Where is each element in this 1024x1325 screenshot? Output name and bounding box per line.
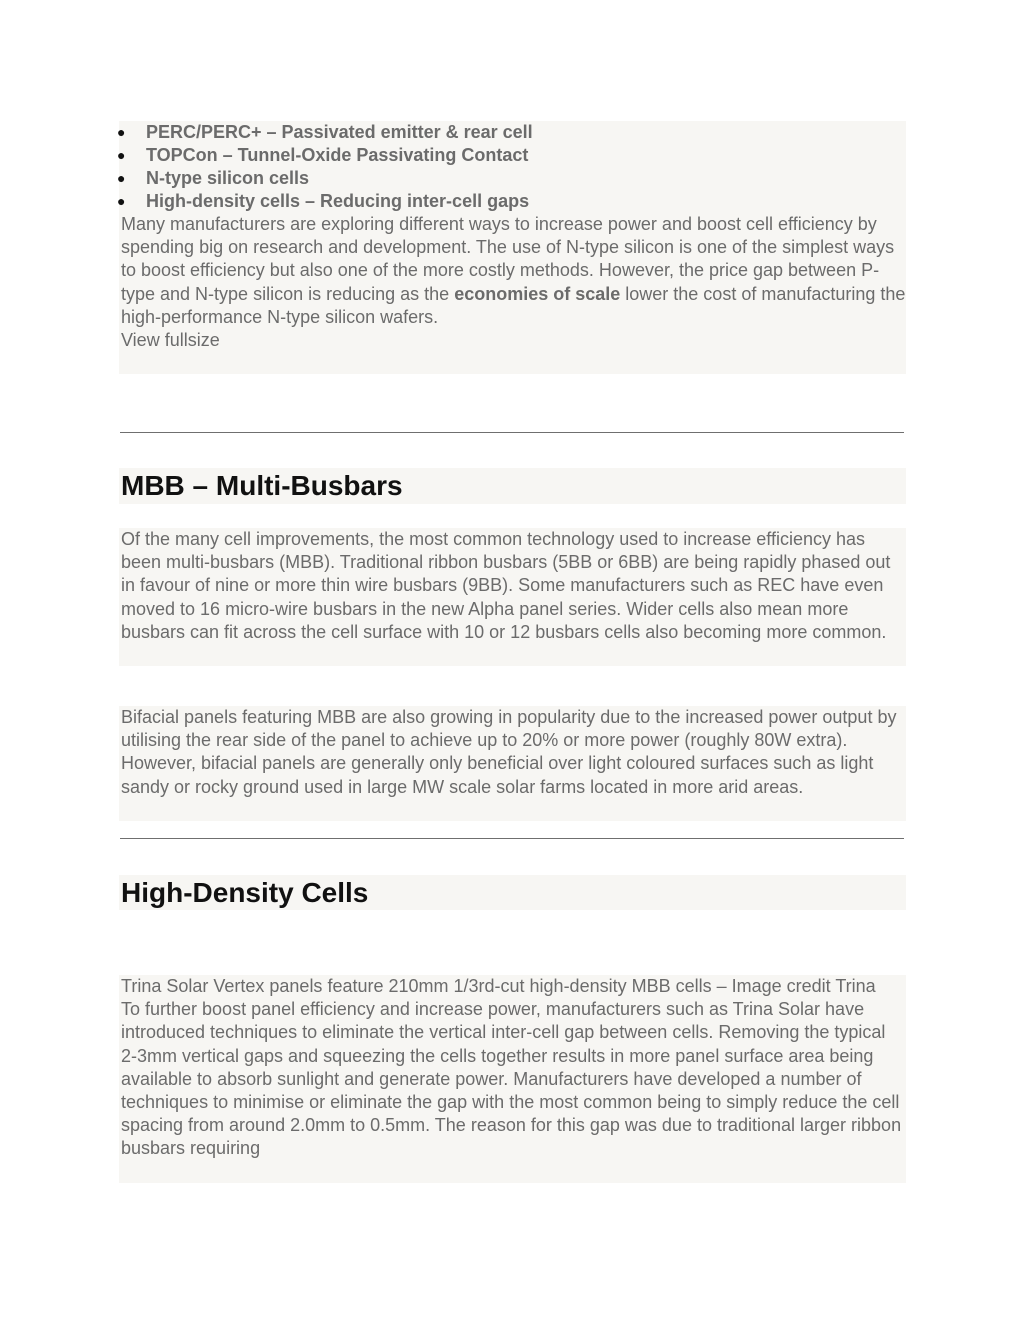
list-item: ● PERC/PERC+ – Passivated emitter & rear cell: [117, 122, 533, 142]
list-item: ● TOPCon – Tunnel-Oxide Passivating Contact: [117, 145, 529, 165]
economies-of-scale-link[interactable]: economies of scale: [454, 283, 621, 304]
bullet-icon: ●: [117, 147, 126, 163]
intro-paragraph: Many manufacturers are exploring different ways to increase power and boost cell efficiency by spending big on research and development. The use of N-type silicon is one of the simplest ways to boost efficiency but also one of the more costly methods. However, the price gap between P-type and N-type silicon is reducing as the economies of scale lower the cost of manufacturing the high-performance N-type silicon wafers.: [121, 214, 906, 327]
view-fullsize-link[interactable]: View fullsize: [121, 330, 220, 351]
cell-tech-list: [119, 121, 906, 213]
hd-heading-block: [119, 875, 906, 910]
bullet-icon: ●: [117, 124, 126, 140]
mbb-heading-block: [119, 468, 906, 504]
mbb-para1-block: [119, 528, 906, 666]
hd-paragraph: To further boost panel efficiency and increase power, manufacturers such as Trina Solar have introduced techniques to eliminate the vertical inter-cell gap between cells. Removing the typical 2-3mm vertical gaps and squeezing the cells together results in more panel surface area being available to absorb sunlight and generate power. Manufacturers have developed a number of techniques to minimise or eliminate the gap with the most common being to simply reduce the cell spacing from around 2.0mm to 0.5mm. The reason for this gap was due to traditional larger ribbon busbars requiring: [121, 999, 902, 1159]
mbb-paragraph-2: Bifacial panels featuring MBB are also growing in popularity due to the increased power output by utilising the rear side of the panel to achieve up to 20% or more power (roughly 80W extra). However, bifacial panels are generally only beneficial over light coloured surfaces such as light sandy or rocky ground used in large MW scale solar farms located in more arid areas.: [121, 707, 897, 797]
section-heading-mbb: MBB – Multi-Busbars: [121, 470, 403, 501]
list-item: ● High-density cells – Reducing inter-cell gaps: [117, 191, 530, 211]
mbb-para2-block: [119, 706, 906, 821]
hd-content-block: [119, 975, 906, 1183]
divider: [120, 432, 904, 433]
bullet-icon: ●: [117, 170, 126, 186]
section-heading-high-density: High-Density Cells: [121, 877, 369, 908]
image-caption: Trina Solar Vertex panels feature 210mm 1/3rd-cut high-density MBB cells – Image credit Trina: [121, 976, 876, 996]
divider: [120, 838, 904, 839]
list-item: ● N-type silicon cells: [117, 168, 310, 188]
bullet-icon: ●: [117, 193, 126, 209]
mbb-paragraph-1: Of the many cell improvements, the most common technology used to increase efficiency has been multi-busbars (MBB). Traditional ribbon busbars (5BB or 6BB) are being rapidly phased out in favour of nine or more thin wire busbars (9BB). Some manufacturers such as REC have even moved to 16 micro-wire busbars in the new Alpha panel series. Wider cells also mean more busbars can fit across the cell surface with 10 or 12 busbars cells also becoming more common.: [121, 529, 891, 642]
intro-block: [119, 121, 906, 374]
